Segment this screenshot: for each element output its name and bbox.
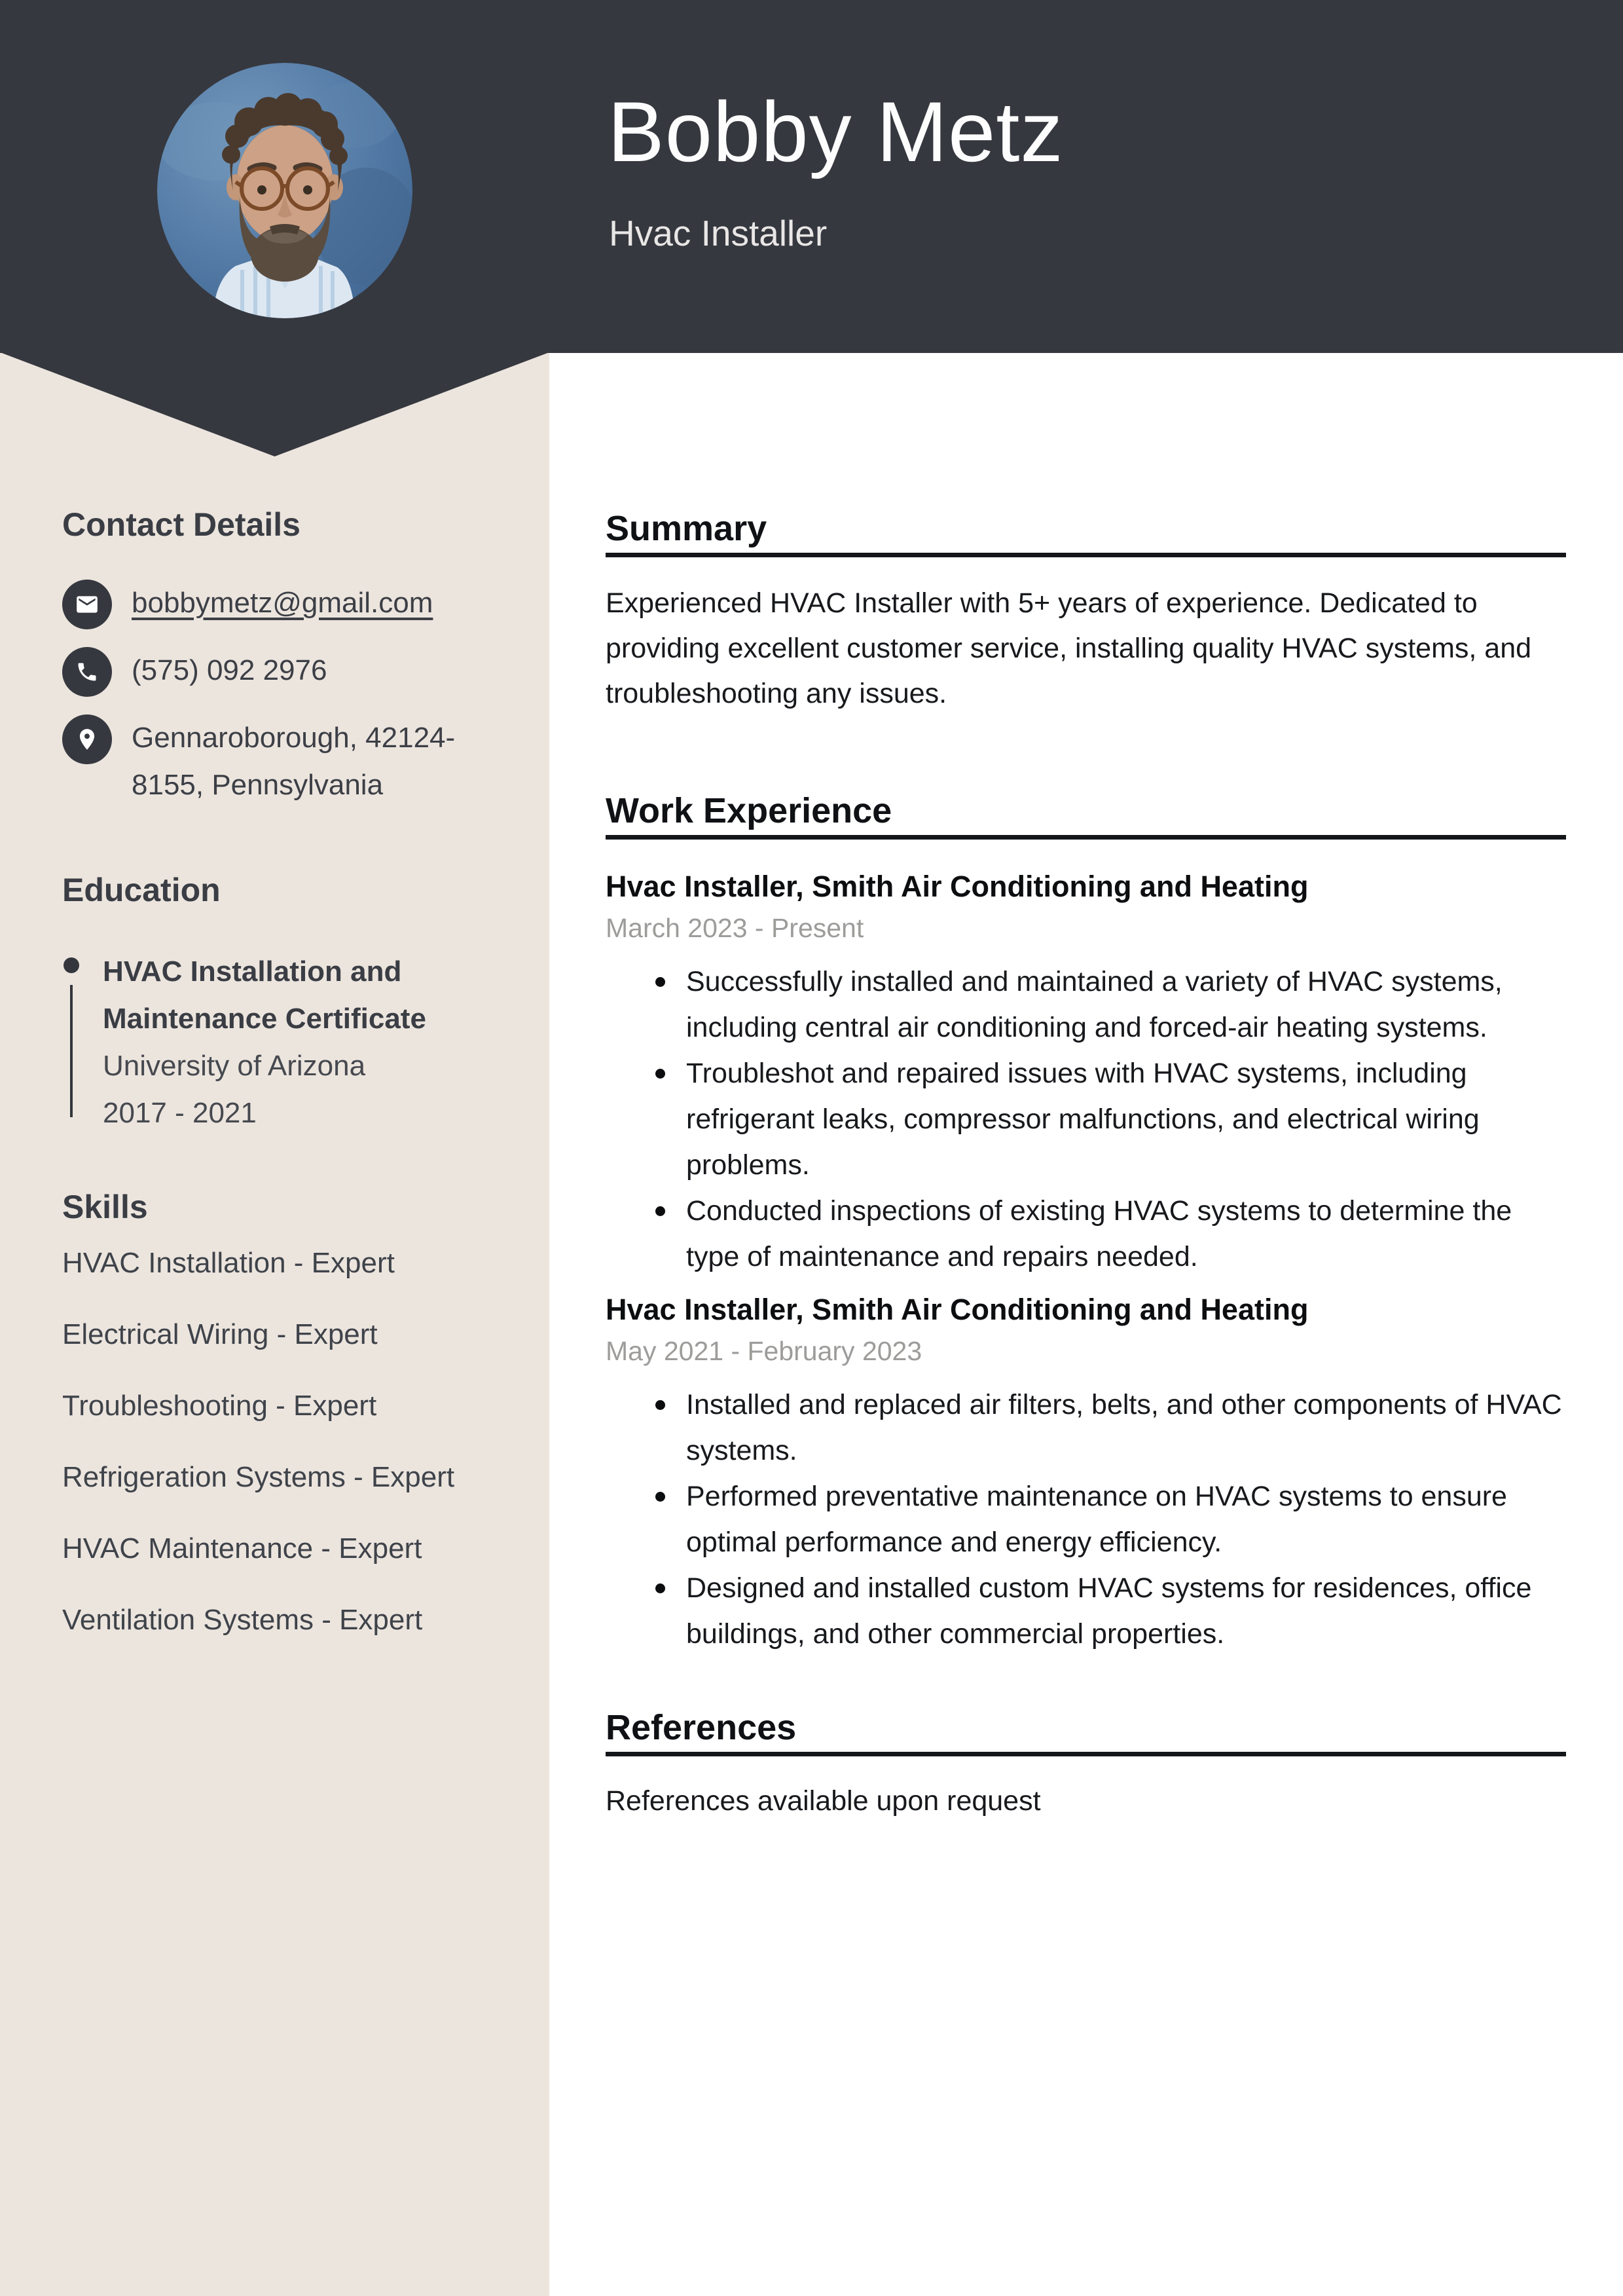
- email-link[interactable]: bobbymetz@gmail.com: [132, 587, 433, 619]
- candidate-job-title: Hvac Installer: [609, 213, 828, 253]
- education-section: [62, 871, 494, 1137]
- job-bullet: Designed and installed custom HVAC systems for residences, office buildings, and other commercial properties.: [606, 1565, 1566, 1657]
- summary-heading: Summary: [606, 509, 767, 548]
- summary-divider: [606, 553, 1566, 557]
- contact-heading: Contact Details: [62, 506, 301, 543]
- education-entry: [62, 948, 483, 1137]
- work-experience-section: [606, 790, 1566, 1657]
- references-section: [606, 1707, 1566, 1819]
- job-bullet: Conducted inspections of existing HVAC systems to determine the type of maintenance and repairs needed.: [606, 1188, 1566, 1280]
- job-dates: May 2021 - February 2023: [606, 1336, 922, 1366]
- skills-section: [62, 1188, 494, 1675]
- skill-item: Ventilation Systems - Expert: [62, 1604, 423, 1636]
- job-bullet: Performed preventative maintenance on HVAC systems to ensure optimal performance and energy efficiency.: [606, 1473, 1566, 1565]
- education-heading: Education: [62, 872, 221, 908]
- profile-photo-illustration: [157, 63, 412, 318]
- job-bullet: Successfully installed and maintained a variety of HVAC systems, including central air conditioning and forced-air heating systems.: [606, 959, 1566, 1050]
- job-bullet-list: [606, 959, 1566, 1280]
- contact-section: [62, 506, 494, 826]
- job-entry-1: [606, 868, 1566, 1280]
- references-text: References available upon request: [606, 1785, 1041, 1817]
- skill-item: Electrical Wiring - Expert: [62, 1318, 378, 1350]
- contact-email-value: [132, 580, 494, 627]
- job-title: Hvac Installer, Smith Air Conditioning and Heating: [606, 1293, 1309, 1326]
- job-bullet-list: [606, 1382, 1566, 1657]
- education-school: University of Arizona: [103, 1050, 366, 1082]
- job-bullet: Installed and replaced air filters, belts, and other components of HVAC systems.: [606, 1382, 1566, 1473]
- email-icon: [62, 580, 112, 629]
- work-experience-heading: Work Experience: [606, 791, 892, 830]
- contact-phone-value: (575) 092 2976: [132, 654, 327, 686]
- profile-photo: [157, 63, 412, 318]
- skill-item: Troubleshooting - Expert: [62, 1390, 377, 1422]
- contact-row-phone: [62, 647, 494, 697]
- skill-item: HVAC Installation - Expert: [62, 1247, 395, 1279]
- contact-address-value: Gennaroborough, 42124-8155, Pennsylvania: [132, 722, 456, 801]
- references-heading: References: [606, 1708, 797, 1747]
- references-divider: [606, 1752, 1566, 1756]
- job-dates: March 2023 - Present: [606, 913, 864, 943]
- education-dates: 2017 - 2021: [103, 1097, 257, 1129]
- contact-rows: [62, 580, 494, 809]
- skills-list: [62, 1247, 494, 1637]
- summary-text: Experienced HVAC Installer with 5+ years of experience. Dedicated to providing excellent customer service, installing quality HVAC systems, and troubleshooting any issues.: [606, 587, 1532, 709]
- contact-row-email: [62, 580, 494, 629]
- phone-icon: [62, 647, 112, 697]
- candidate-name: Bobby Metz: [608, 84, 1064, 179]
- skills-heading: Skills: [62, 1189, 148, 1225]
- job-title: Hvac Installer, Smith Air Conditioning and Heating: [606, 870, 1309, 903]
- job-bullet: Troubleshot and repaired issues with HVAC systems, including refrigerant leaks, compressor malfunctions, and electrical wiring problems.: [606, 1050, 1566, 1188]
- location-pin-icon: [62, 714, 112, 764]
- skill-item: HVAC Maintenance - Expert: [62, 1532, 422, 1565]
- contact-row-address: [62, 714, 494, 809]
- education-degree: HVAC Installation and Maintenance Certificate: [103, 955, 426, 1035]
- work-experience-divider: [606, 835, 1566, 840]
- skill-item: Refrigeration Systems - Expert: [62, 1461, 455, 1493]
- job-entry-2: [606, 1291, 1566, 1657]
- summary-section: [606, 508, 1566, 716]
